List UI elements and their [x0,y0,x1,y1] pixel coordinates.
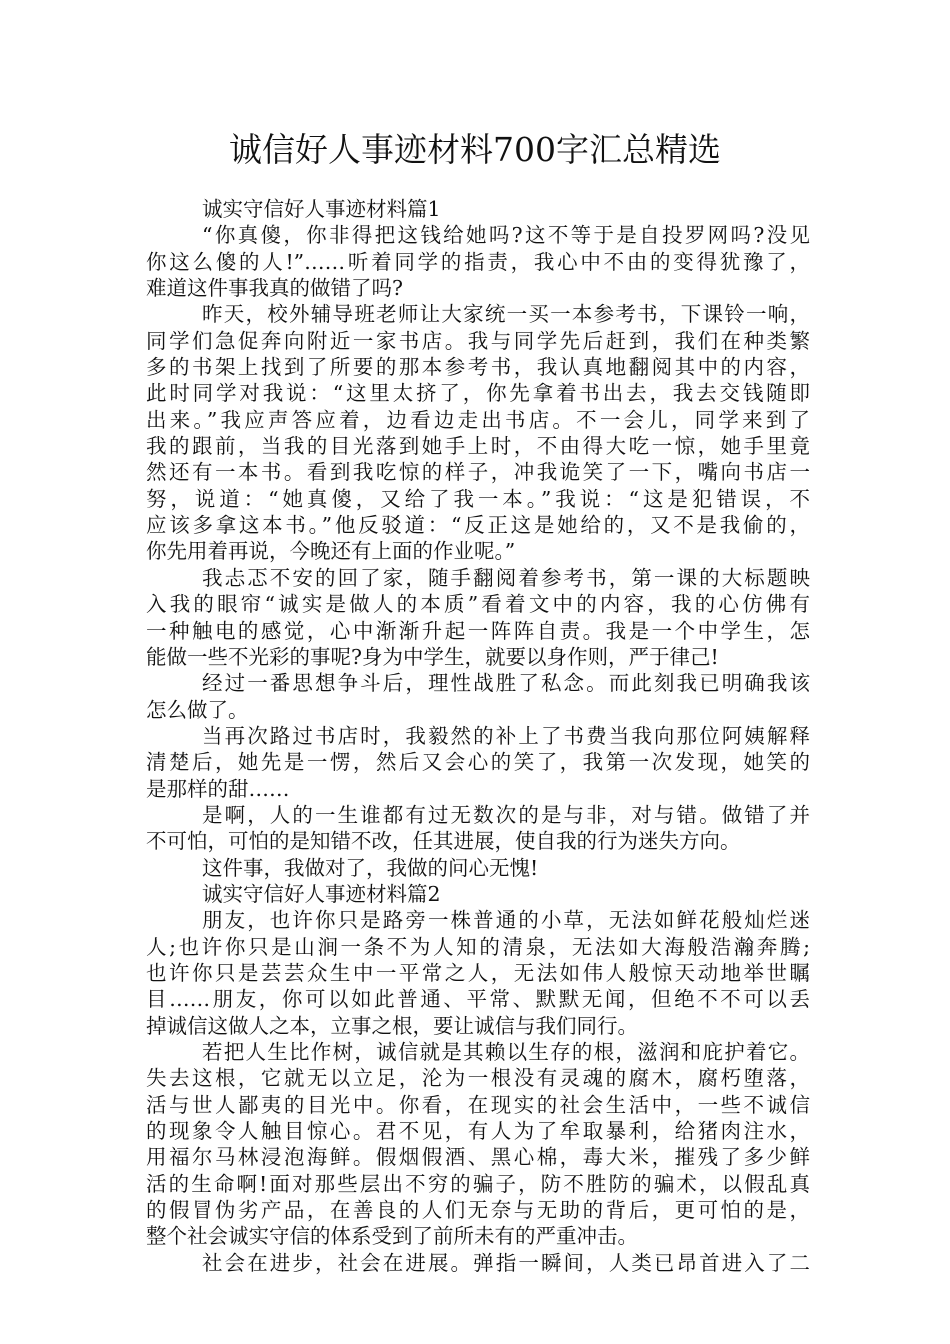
text-line: 然还有一本书。看到我吃惊的样子，冲我诡笑了一下，嘴向书店一 [146,460,810,485]
text-line: 活与世人鄙夷的目光中。你看，在现实的社会生活中，一些不诚信 [146,1092,810,1117]
text-line: 活的生命啊!面对那些层出不穷的骗子，防不胜防的骗术，以假乱真 [146,1171,810,1196]
text-line: 失去这根，它就无以立足，沦为一根没有灵魂的腐木，腐朽堕落， [146,1066,810,1091]
text-line: 不可怕，可怕的是知错不改，任其进展，使自我的行为迷失方向。 [146,829,741,854]
text-line: 是那样的甜…… [146,776,290,801]
text-line: 昨天，校外辅导班老师让大家统一买一本参考书，下课铃一响， [202,302,810,327]
text-line: 的假冒伪劣产品，在善良的人们无奈与无助的背后，更可怕的是， [146,1198,810,1223]
text-line: 一种触电的感觉，心中渐渐升起一阵阵自责。我是一个中学生，怎 [146,618,810,643]
text-line: 难道这件事我真的做错了吗? [146,276,403,301]
text-line: 人;也许你只是山涧一条不为人知的清泉，无法如大海般浩瀚奔腾; [146,934,810,959]
text-line: 也许你只是芸芸众生中一平常之人，无法如伟人般惊天动地举世瞩 [146,960,810,985]
text-line: 当再次路过书店时，我毅然的补上了书费当我向那位阿姨解释 [202,723,810,748]
text-line: 应该多拿这本书。”他反驳道：“反正这是她给的，又不是我偷的， [146,513,810,538]
text-line: 若把人生比作树，诚信就是其赖以生存的根，滋润和庇护着它。 [202,1040,810,1064]
text-line: 用福尔马林浸泡海鲜。假烟假酒、黑心棉，毒大米，摧残了多少鲜 [146,1145,810,1170]
text-line: 经过一番思想争斗后，理性战胜了私念。而此刻我已明确我该 [202,671,810,696]
document-title: 诚信好人事迹材料700字汇总精选 [229,130,721,169]
text-line: 入我的眼帘“诚实是做人的本质”看着文中的内容，我的心仿佛有 [146,592,810,617]
text-line: 是啊，人的一生谁都有过无数次的是与非，对与错。做错了并 [202,802,810,827]
text-line: 这件事，我做对了，我做的问心无愧! [202,855,539,880]
text-line: 诚实守信好人事迹材料篇1 [202,197,441,221]
text-line: 此时同学对我说：“这里太挤了，你先拿着书出去，我去交钱随即 [146,381,810,406]
text-line: 朋友，也许你只是路旁一株普通的小草，无法如鲜花般灿烂迷 [202,908,810,933]
text-line: 能做一些不光彩的事呢?身为中学生，就要以身作则，严于律己! [146,644,719,669]
text-line: 同学们急促奔向附近一家书店。我与同学先后赶到，我们在种类繁 [146,328,810,353]
text-line: 诚实守信好人事迹材料篇2 [202,881,441,906]
document-body [146,196,810,1276]
text-line: 出来。”我应声答应着，边看边走出书店。不一会儿，同学来到了 [146,407,810,432]
text-line: 多的书架上找到了所要的那本参考书，我认真地翻阅其中的内容， [146,355,810,380]
text-line: 努，说道：“她真傻，又给了我一本。”我说：“这是犯错误，不 [146,486,810,511]
text-line: 你这么傻的人!”……听着同学的指责，我心中不由的变得犹豫了， [146,249,810,274]
text-line: 整个社会诚实守信的体系受到了前所未有的严重冲击。 [146,1224,638,1249]
text-line: 我忐忑不安的回了家，随手翻阅着参考书，第一课的大标题映 [202,565,810,590]
text-line: 我的跟前，当我的目光落到她手上时，不由得大吃一惊，她手里竟 [146,434,810,459]
text-line: 的现象令人触目惊心。君不见，有人为了牟取暴利，给猪肉注水， [146,1119,810,1144]
text-line: 怎么做了。 [146,697,249,722]
text-line: 你先用着再说，今晚还有上面的作业呢。” [146,539,516,564]
text-line: 目……朋友，你可以如此普通、平常、默默无闻，但绝不不可以丢 [146,987,810,1012]
text-line: 清楚后，她先是一愣，然后又会心的笑了，我第一次发现，她笑的 [146,750,810,775]
text-line: 掉诚信这做人之本，立事之根，要让诚信与我们同行。 [146,1013,638,1038]
text-line: 社会在进步，社会在进展。弹指一瞬间，人类已昂首进入了二 [202,1250,810,1275]
text-line: “你真傻，你非得把这钱给她吗?这不等于是自投罗网吗?没见 [202,223,810,248]
